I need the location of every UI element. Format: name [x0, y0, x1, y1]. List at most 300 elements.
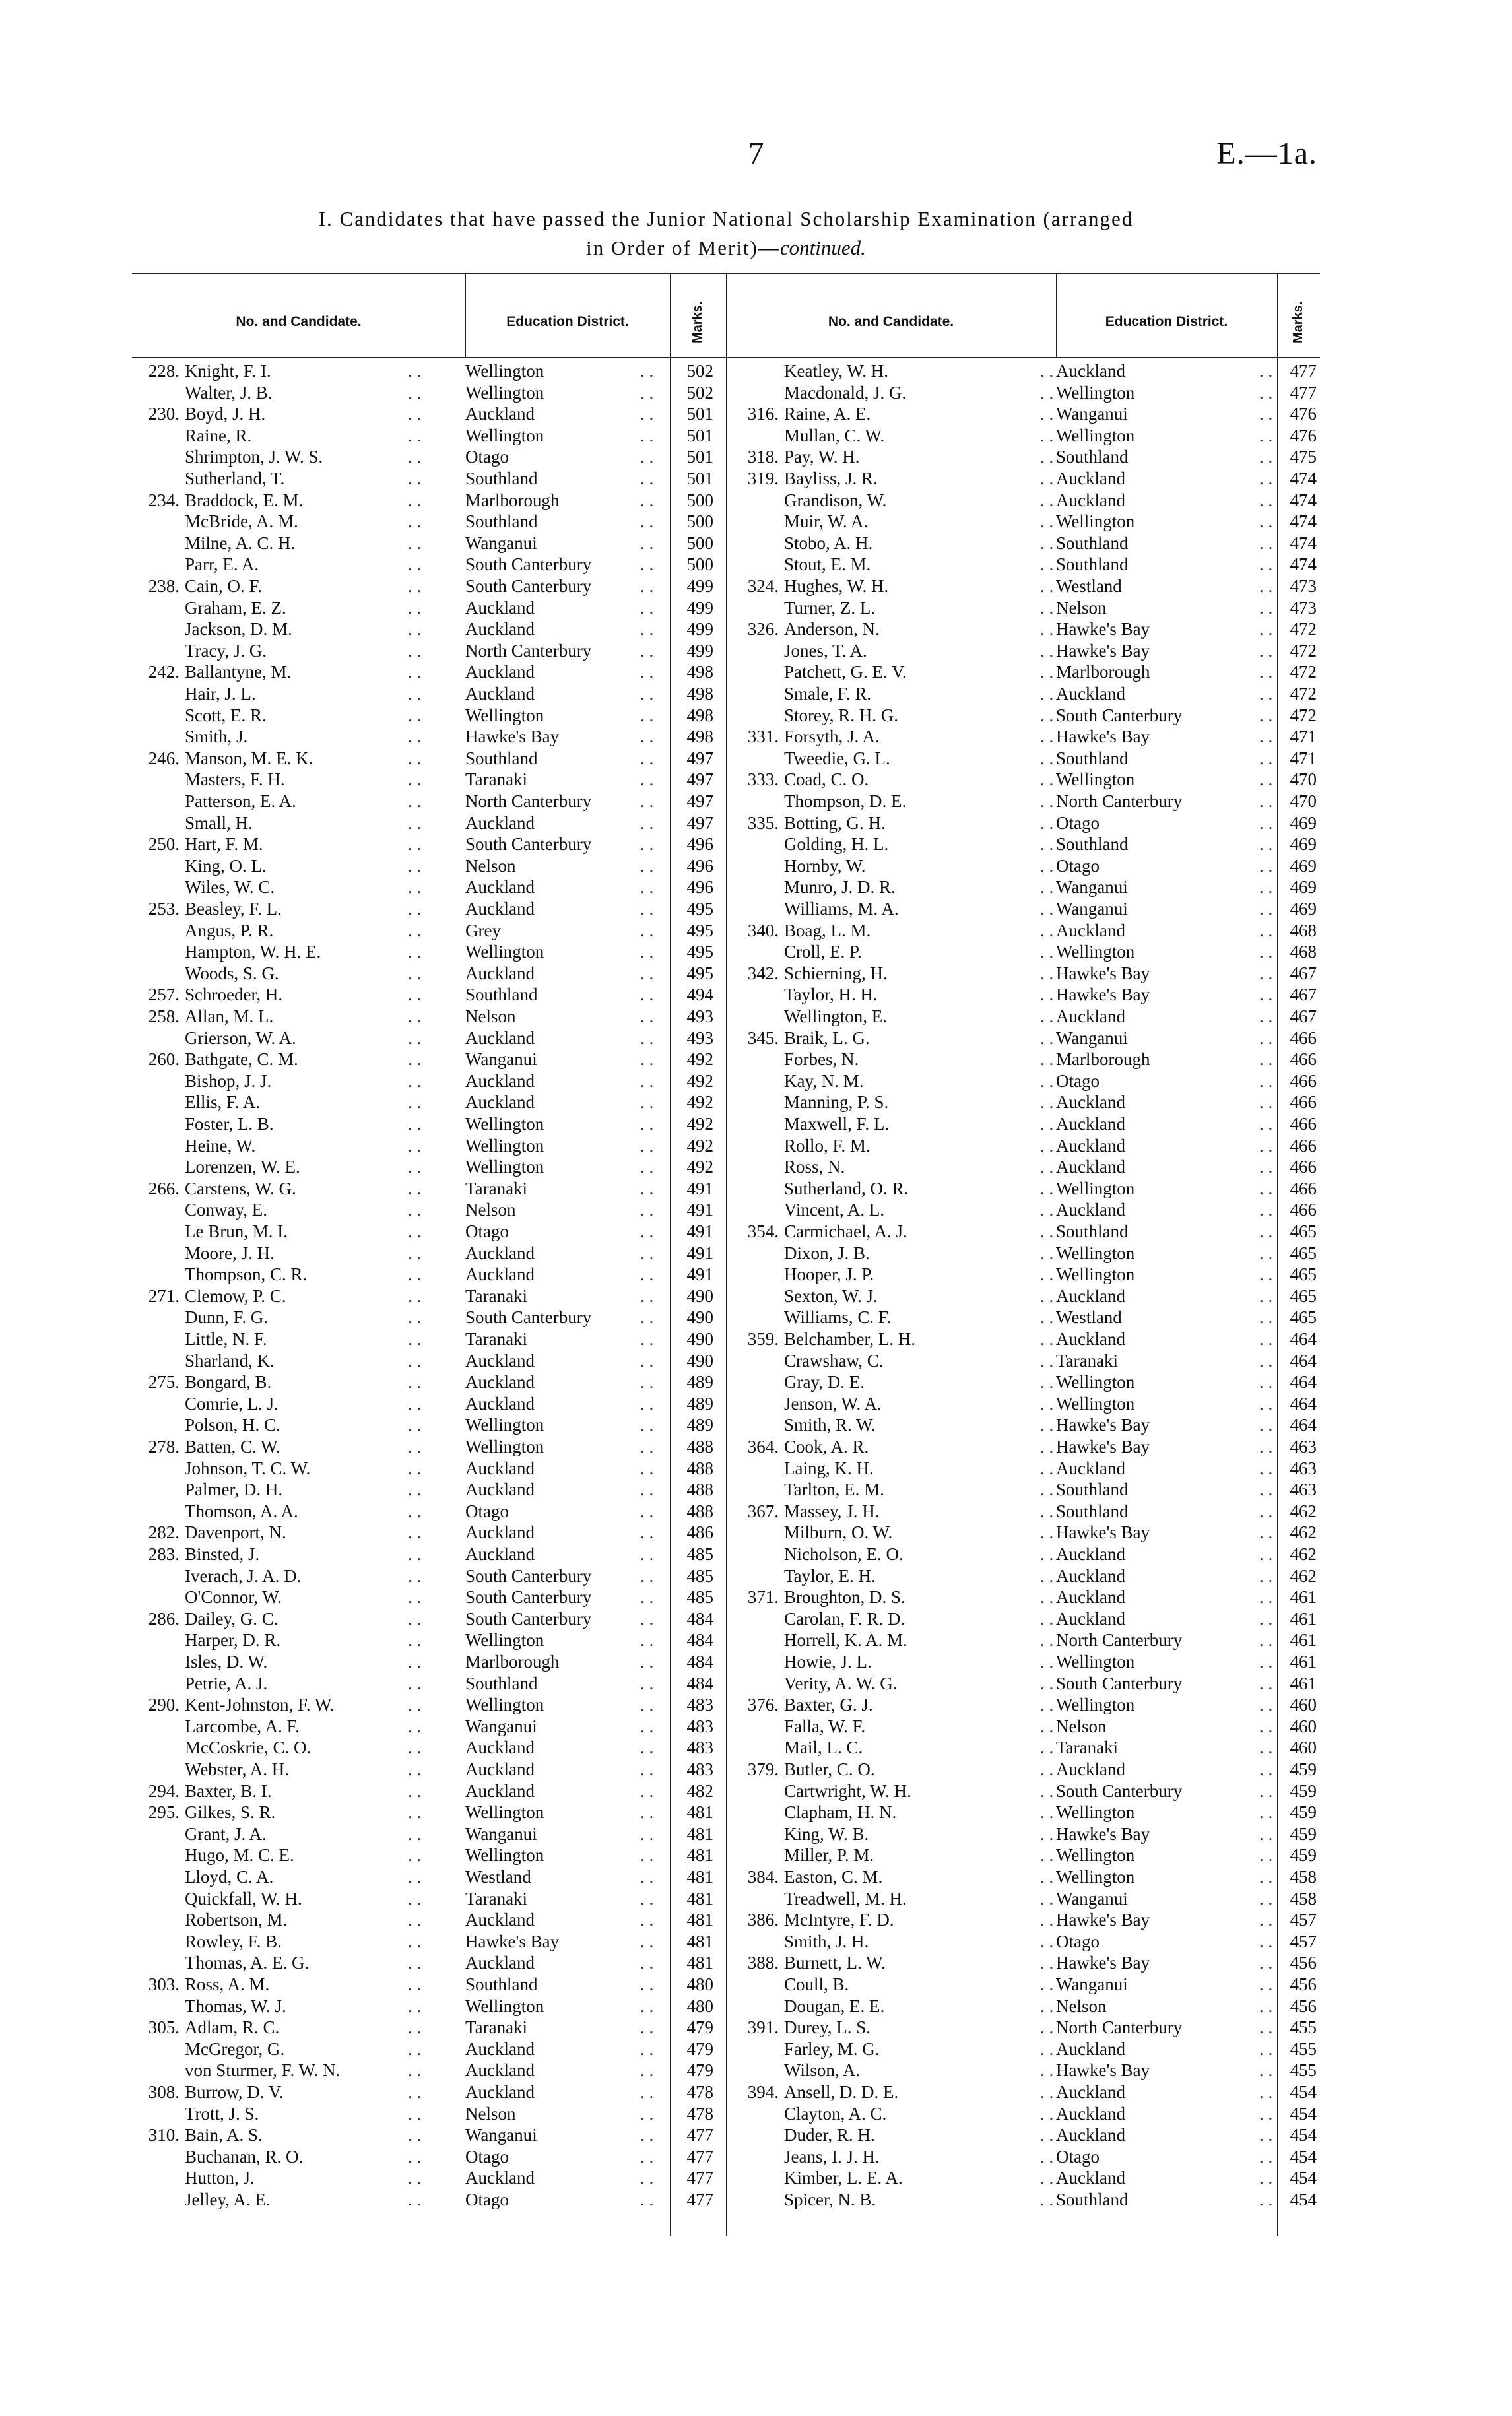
- table-row: [132, 1823, 726, 1845]
- leader-dots: . .: [1259, 554, 1273, 575]
- leader-dots: . .: [408, 1458, 422, 1478]
- candidate-name: Clayton, A. C.: [784, 2103, 887, 2124]
- education-district: Southland: [1056, 447, 1129, 467]
- education-district: Auckland: [1056, 1544, 1125, 1564]
- education-district: South Canterbury: [1056, 1673, 1183, 1693]
- candidate-name: Jones, T. A.: [784, 640, 867, 661]
- table-row: [731, 1049, 1325, 1070]
- education-district: Otago: [465, 1501, 509, 1521]
- candidate-marks: 495: [686, 920, 713, 940]
- education-district: Southland: [1056, 1222, 1129, 1241]
- education-district: Wanganui: [1056, 1888, 1128, 1909]
- leader-dots: . .: [1259, 1953, 1273, 1973]
- education-district: Otago: [1056, 855, 1100, 876]
- leader-dots: . .: [1040, 1695, 1054, 1715]
- candidate-name: King, O. L.: [185, 855, 267, 876]
- leader-dots: . .: [408, 1630, 422, 1650]
- candidate-marks: 468: [1290, 920, 1317, 940]
- leader-dots: . .: [1259, 1243, 1273, 1263]
- candidate-name: McBride, A. M.: [185, 511, 298, 532]
- education-district: Southland: [465, 748, 538, 768]
- leader-dots: . .: [1040, 554, 1054, 575]
- candidate-name: Muir, W. A.: [784, 511, 869, 532]
- candidate-name: Jackson, D. M.: [185, 619, 292, 639]
- candidate-name: Graham, E. Z.: [185, 597, 286, 618]
- candidate-number: 340.: [747, 920, 779, 940]
- table-row: [132, 1243, 726, 1264]
- candidate-name: Butler, C. O.: [784, 1759, 875, 1779]
- leader-dots: . .: [1040, 404, 1054, 424]
- leader-dots: . .: [640, 2039, 654, 2059]
- leader-dots: . .: [1259, 1759, 1273, 1779]
- leader-dots: . .: [1259, 748, 1273, 768]
- leader-dots: . .: [640, 812, 654, 833]
- candidate-marks: 480: [686, 1996, 713, 2016]
- leader-dots: . .: [1259, 1867, 1273, 1887]
- table-row: [132, 1845, 726, 1866]
- leader-dots: . .: [408, 1931, 422, 1951]
- leader-dots: . .: [408, 1329, 422, 1349]
- table-row: [132, 2060, 726, 2081]
- leader-dots: . .: [1040, 597, 1054, 618]
- leader-dots: . .: [1259, 1157, 1273, 1177]
- leader-dots: . .: [1259, 1006, 1273, 1026]
- table-row: [132, 1286, 726, 1307]
- candidate-number: 379.: [747, 1759, 779, 1779]
- candidate-marks: 477: [1290, 382, 1317, 403]
- education-district: Wellington: [465, 705, 544, 725]
- education-district: Wellington: [1056, 1393, 1135, 1414]
- education-district: Wanganui: [465, 1716, 537, 1736]
- leader-dots: . .: [640, 1480, 654, 1500]
- candidate-marks: 491: [686, 1222, 713, 1241]
- leader-dots: . .: [1259, 2039, 1273, 2059]
- candidate-marks: 463: [1290, 1437, 1317, 1456]
- leader-dots: . .: [1259, 2082, 1273, 2102]
- leader-dots: . .: [640, 791, 654, 811]
- candidate-number: 230.: [148, 404, 180, 424]
- leader-dots: . .: [408, 1480, 422, 1500]
- candidate-name: Kay, N. M.: [784, 1070, 864, 1091]
- candidate-marks: 479: [686, 2060, 713, 2081]
- table-row: [132, 1565, 726, 1587]
- leader-dots: . .: [640, 1931, 654, 1951]
- table-row: [132, 748, 726, 769]
- leader-dots: . .: [1259, 1028, 1273, 1048]
- leader-dots: . .: [408, 1501, 422, 1521]
- leader-dots: . .: [1040, 791, 1054, 811]
- leader-dots: . .: [1040, 576, 1054, 596]
- candidate-number: 386.: [747, 1910, 779, 1930]
- candidate-marks: 472: [1290, 705, 1317, 725]
- candidate-number: 326.: [747, 619, 779, 639]
- education-district: Southland: [1056, 533, 1129, 553]
- candidate-name: Ross, A. M.: [185, 1975, 270, 1994]
- candidate-marks: 481: [686, 1953, 713, 1973]
- candidate-name: Horrell, K. A. M.: [784, 1630, 907, 1650]
- candidate-name: Clapham, H. N.: [784, 1802, 897, 1823]
- page-number: 7: [748, 136, 764, 171]
- candidate-name: Wiles, W. C.: [185, 877, 275, 898]
- table-row: [132, 1113, 726, 1135]
- candidate-marks: 485: [686, 1587, 713, 1608]
- education-district: North Canterbury: [465, 791, 592, 811]
- leader-dots: . .: [640, 727, 654, 747]
- leader-dots: . .: [1040, 2190, 1054, 2209]
- candidate-marks: 466: [1290, 1157, 1317, 1177]
- candidate-number: 331.: [747, 727, 779, 747]
- leader-dots: . .: [408, 769, 422, 790]
- table-row: [132, 1866, 726, 1888]
- candidate-name: Cain, O. F.: [185, 576, 263, 596]
- candidate-marks: 473: [1290, 597, 1317, 618]
- candidate-name: Carolan, F. R. D.: [784, 1608, 905, 1629]
- leader-dots: . .: [408, 1350, 422, 1371]
- table-row: [132, 1350, 726, 1372]
- leader-dots: . .: [1040, 1307, 1054, 1328]
- candidate-marks: 477: [686, 2146, 713, 2167]
- candidate-name: Palmer, D. H.: [185, 1480, 283, 1500]
- leader-dots: . .: [1259, 812, 1273, 833]
- candidate-marks: 491: [686, 1178, 713, 1198]
- candidate-marks: 478: [686, 2103, 713, 2124]
- candidate-number: 305.: [148, 2017, 180, 2038]
- candidate-name: Jeans, I. J. H.: [784, 2146, 880, 2167]
- leader-dots: . .: [640, 1135, 654, 1156]
- candidate-name: Rollo, F. M.: [784, 1135, 871, 1156]
- leader-dots: . .: [1040, 382, 1054, 403]
- leader-dots: . .: [640, 748, 654, 768]
- table-row: [132, 1673, 726, 1695]
- table-row: [132, 511, 726, 533]
- leader-dots: . .: [640, 942, 654, 962]
- candidate-marks: 492: [686, 1070, 713, 1091]
- candidate-number: 335.: [747, 812, 779, 833]
- candidate-marks: 466: [1290, 1114, 1317, 1134]
- leader-dots: . .: [1040, 942, 1054, 962]
- leader-dots: . .: [408, 1200, 422, 1220]
- candidate-number: 275.: [148, 1372, 180, 1392]
- candidate-name: Webster, A. H.: [185, 1759, 289, 1779]
- candidate-name: Thomson, A. A.: [185, 1501, 298, 1521]
- leader-dots: . .: [1040, 361, 1054, 381]
- table-row: [132, 705, 726, 727]
- candidate-number: 394.: [747, 2082, 779, 2102]
- candidate-name: Foster, L. B.: [185, 1114, 274, 1134]
- education-district: South Canterbury: [465, 554, 592, 575]
- leader-dots: . .: [1040, 877, 1054, 898]
- leader-dots: . .: [1259, 1716, 1273, 1736]
- heading-continued: continued.: [779, 236, 866, 259]
- table-row: [132, 575, 726, 597]
- education-district: Wellington: [465, 1996, 544, 2016]
- candidate-marks: 488: [686, 1437, 713, 1456]
- candidate-name: Davenport, N.: [185, 1522, 286, 1543]
- candidate-name: Tarlton, E. M.: [784, 1480, 884, 1500]
- table-row: [132, 769, 726, 791]
- leader-dots: . .: [408, 1888, 422, 1909]
- leader-dots: . .: [640, 1286, 654, 1306]
- leader-dots: . .: [640, 576, 654, 596]
- candidate-marks: 486: [686, 1522, 713, 1543]
- candidate-marks: 465: [1290, 1264, 1317, 1285]
- leader-dots: . .: [1259, 533, 1273, 553]
- candidate-marks: 490: [686, 1307, 713, 1328]
- heading-line-2: [132, 234, 1320, 263]
- education-district: Otago: [465, 2190, 509, 2209]
- candidate-number: 282.: [148, 1522, 180, 1543]
- leader-dots: . .: [408, 1135, 422, 1156]
- candidate-marks: 455: [1290, 2017, 1317, 2038]
- education-district: Wellington: [1056, 511, 1135, 532]
- table-row: [731, 1350, 1325, 1372]
- candidate-number: 290.: [148, 1695, 180, 1715]
- education-district: Marlborough: [1056, 662, 1150, 682]
- leader-dots: . .: [1259, 985, 1273, 1005]
- candidate-marks: 477: [686, 2190, 713, 2209]
- leader-dots: . .: [1040, 2168, 1054, 2188]
- leader-dots: . .: [1040, 2017, 1054, 2038]
- candidate-marks: 496: [686, 855, 713, 876]
- leader-dots: . .: [640, 684, 654, 703]
- candidate-marks: 498: [686, 684, 713, 703]
- leader-dots: . .: [640, 554, 654, 575]
- table-row: [731, 769, 1325, 791]
- leader-dots: . .: [408, 2082, 422, 2102]
- table-row: [132, 1436, 726, 1458]
- table-row: [132, 1414, 726, 1436]
- leader-dots: . .: [640, 2125, 654, 2145]
- leader-dots: . .: [408, 2039, 422, 2059]
- education-district: Hawke's Bay: [1056, 963, 1150, 983]
- candidate-marks: 492: [686, 1114, 713, 1134]
- leader-dots: . .: [1259, 1910, 1273, 1930]
- table-row: [132, 2146, 726, 2168]
- education-district: North Canterbury: [1056, 791, 1183, 811]
- education-district: Wellington: [1056, 769, 1135, 790]
- leader-dots: . .: [1040, 1114, 1054, 1134]
- leader-dots: . .: [1040, 1565, 1054, 1586]
- leader-dots: . .: [1259, 1738, 1273, 1758]
- leader-dots: . .: [408, 1114, 422, 1134]
- table-row: [132, 1888, 726, 1910]
- table-row: [731, 1092, 1325, 1113]
- candidate-marks: 462: [1290, 1565, 1317, 1586]
- table-row: [132, 1780, 726, 1802]
- leader-dots: . .: [408, 425, 422, 445]
- candidate-marks: 484: [686, 1652, 713, 1672]
- table-row: [132, 1006, 726, 1028]
- candidate-marks: 466: [1290, 1092, 1317, 1113]
- table-heading: [132, 205, 1320, 263]
- candidate-marks: 488: [686, 1501, 713, 1521]
- table-row: [132, 2124, 726, 2146]
- table-row: [132, 661, 726, 683]
- candidate-name: Smith, J. H.: [784, 1931, 869, 1951]
- education-district: Southland: [1056, 1480, 1129, 1500]
- candidate-name: Vincent, A. L.: [784, 1200, 885, 1220]
- candidate-name: Trott, J. S.: [185, 2103, 259, 2124]
- candidate-marks: 473: [1290, 576, 1317, 596]
- leader-dots: . .: [408, 533, 422, 553]
- leader-dots: . .: [1259, 1608, 1273, 1629]
- candidate-marks: 474: [1290, 533, 1317, 553]
- leader-dots: . .: [1259, 1393, 1273, 1414]
- leader-dots: . .: [408, 1695, 422, 1715]
- education-district: Wellington: [465, 1157, 544, 1177]
- table-row: [731, 963, 1325, 985]
- education-district: Auckland: [465, 1092, 535, 1113]
- table-row: [731, 1479, 1325, 1501]
- candidate-name: von Sturmer, F. W. N.: [185, 2060, 341, 2081]
- candidate-name: Maxwell, F. L.: [784, 1114, 890, 1134]
- leader-dots: . .: [1259, 1415, 1273, 1435]
- leader-dots: . .: [408, 361, 422, 381]
- table-row: [132, 1759, 726, 1780]
- table-row: [132, 618, 726, 640]
- leader-dots: . .: [1040, 1006, 1054, 1026]
- candidate-name: Tweedie, G. L.: [784, 748, 890, 768]
- education-district: Auckland: [1056, 1092, 1125, 1113]
- table-row: [731, 1371, 1325, 1393]
- table-row: [731, 1931, 1325, 1953]
- candidate-marks: 463: [1290, 1458, 1317, 1478]
- candidate-name: Stout, E. M.: [784, 554, 871, 575]
- table-row: [731, 1414, 1325, 1436]
- candidate-marks: 459: [1290, 1780, 1317, 1801]
- leader-dots: . .: [408, 1716, 422, 1736]
- candidate-marks: 483: [686, 1759, 713, 1779]
- table-row: [132, 1802, 726, 1823]
- education-district: Wellington: [1056, 1695, 1135, 1715]
- leader-dots: . .: [408, 1307, 422, 1328]
- education-district: Wellington: [465, 1415, 544, 1435]
- candidate-marks: 494: [686, 985, 713, 1005]
- table-row: [132, 2103, 726, 2125]
- candidate-name: Milne, A. C. H.: [185, 533, 296, 553]
- leader-dots: . .: [408, 1092, 422, 1113]
- candidate-marks: 497: [686, 769, 713, 790]
- leader-dots: . .: [1040, 1953, 1054, 1973]
- leader-dots: . .: [408, 1522, 422, 1543]
- candidate-name: Robertson, M.: [185, 1910, 288, 1930]
- table-row: [731, 2167, 1325, 2189]
- candidate-name: Gray, D. E.: [784, 1372, 865, 1392]
- education-district: Wellington: [465, 1135, 544, 1156]
- leader-dots: . .: [640, 1458, 654, 1478]
- leader-dots: . .: [1259, 1975, 1273, 1994]
- table-row: [731, 360, 1325, 382]
- candidate-marks: 497: [686, 812, 713, 833]
- table-row: [731, 1458, 1325, 1480]
- table-row: [132, 425, 726, 447]
- candidate-number: 310.: [148, 2125, 180, 2145]
- education-district: Wellington: [1056, 942, 1135, 962]
- candidate-name: Raine, R.: [185, 425, 252, 445]
- candidate-name: Knight, F. I.: [185, 361, 271, 381]
- education-district: Auckland: [1056, 490, 1125, 510]
- leader-dots: . .: [640, 1587, 654, 1608]
- candidate-marks: 495: [686, 899, 713, 919]
- education-district: Auckland: [1056, 2103, 1125, 2124]
- leader-dots: . .: [1040, 1092, 1054, 1113]
- leader-dots: . .: [640, 1910, 654, 1930]
- candidate-marks: 490: [686, 1350, 713, 1371]
- leader-dots: . .: [408, 834, 422, 855]
- leader-dots: . .: [1259, 1307, 1273, 1328]
- leader-dots: . .: [1259, 791, 1273, 811]
- leader-dots: . .: [640, 1823, 654, 1844]
- candidate-name: Mail, L. C.: [784, 1738, 863, 1758]
- candidate-marks: 460: [1290, 1695, 1317, 1715]
- candidate-number: 246.: [148, 748, 180, 768]
- leader-dots: . .: [1040, 1264, 1054, 1285]
- education-district: Wanganui: [1056, 899, 1128, 919]
- leader-dots: . .: [640, 1673, 654, 1693]
- table-row: [731, 2017, 1325, 2039]
- candidate-marks: 501: [686, 404, 713, 424]
- table-row: [132, 1586, 726, 1608]
- leader-dots: . .: [1040, 1028, 1054, 1048]
- candidate-number: 278.: [148, 1437, 180, 1456]
- education-district: Auckland: [465, 404, 535, 424]
- candidate-name: Williams, C. F.: [784, 1307, 892, 1328]
- leader-dots: . .: [640, 1114, 654, 1134]
- candidate-name: Hooper, J. P.: [784, 1264, 874, 1285]
- candidate-name: Little, N. F.: [185, 1329, 267, 1349]
- leader-dots: . .: [408, 1608, 422, 1629]
- leader-dots: . .: [1040, 1415, 1054, 1435]
- table-row: [132, 1156, 726, 1178]
- candidate-marks: 461: [1290, 1652, 1317, 1672]
- table-row: [132, 1458, 726, 1480]
- table-row: [731, 2189, 1325, 2211]
- candidate-marks: 501: [686, 447, 713, 467]
- leader-dots: . .: [640, 963, 654, 983]
- education-district: Southland: [465, 469, 538, 488]
- education-district: Southland: [465, 985, 538, 1005]
- candidate-marks: 492: [686, 1049, 713, 1070]
- candidate-marks: 489: [686, 1415, 713, 1435]
- leader-dots: . .: [408, 1652, 422, 1672]
- leader-dots: . .: [408, 1049, 422, 1070]
- education-district: Auckland: [1056, 1286, 1125, 1306]
- candidate-marks: 484: [686, 1608, 713, 1629]
- candidate-name: McIntyre, F. D.: [784, 1910, 894, 1930]
- candidate-name: Braik, L. G.: [784, 1028, 870, 1048]
- candidate-name: King, W. B.: [784, 1823, 869, 1844]
- candidate-marks: 485: [686, 1565, 713, 1586]
- table-row: [132, 1996, 726, 2017]
- education-district: Auckland: [1056, 2125, 1125, 2145]
- candidate-name: Comrie, L. J.: [185, 1393, 279, 1414]
- leader-dots: . .: [1040, 1931, 1054, 1951]
- candidate-marks: 501: [686, 425, 713, 445]
- education-district: Auckland: [465, 1372, 535, 1392]
- education-district: Nelson: [465, 855, 516, 876]
- candidate-marks: 500: [686, 554, 713, 575]
- education-district: North Canterbury: [465, 640, 592, 661]
- education-district: Auckland: [465, 1264, 535, 1285]
- table-row: [731, 511, 1325, 533]
- education-district: Grey: [465, 920, 501, 940]
- education-district: Otago: [1056, 1931, 1100, 1951]
- candidate-marks: 465: [1290, 1286, 1317, 1306]
- table-row: [731, 941, 1325, 963]
- leader-dots: . .: [1040, 1845, 1054, 1866]
- candidate-name: Hampton, W. H. E.: [185, 942, 321, 962]
- leader-dots: . .: [408, 1243, 422, 1263]
